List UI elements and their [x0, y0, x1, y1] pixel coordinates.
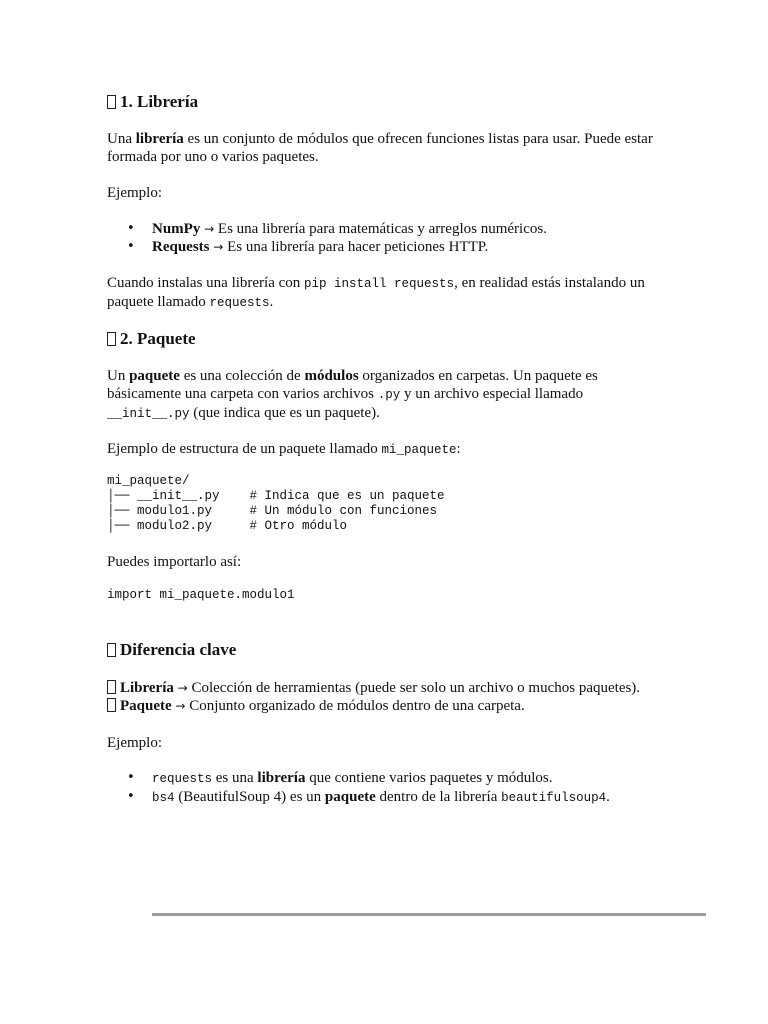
diferencia-example-list [107, 769, 707, 807]
list-item: • Requests → Es una librería para hacer peticiones HTTP. [107, 238, 707, 256]
section-heading-diferencia: Diferencia clave [107, 640, 236, 660]
libreria-example-list [107, 220, 707, 256]
example-label: Ejemplo: [107, 185, 162, 201]
emoji-placeholder-icon [107, 680, 116, 694]
arrow-right-icon: → [213, 240, 224, 254]
list-item: • bs4 (BeautifulSoup 4) es un paquete dentro de la librería beautifulsoup4. [107, 788, 707, 807]
structure-intro: Ejemplo de estructura de un paquete llamado mi_paquete: [107, 441, 461, 457]
section-heading-libreria: 1. Librería [107, 92, 198, 112]
arrow-right-icon: → [177, 681, 188, 695]
emoji-placeholder-icon [107, 698, 116, 712]
horizontal-rule [152, 913, 706, 916]
arrow-right-icon: → [175, 699, 186, 713]
libreria-definition: Una librería es un conjunto de módulos que ofrecen funciones listas para usar. Puede estar formada por uno o varios paquetes. [107, 131, 653, 165]
arrow-right-icon: → [204, 222, 215, 236]
emoji-placeholder-icon [107, 332, 116, 346]
list-item: • requests es una librería que contiene varios paquetes y módulos. [107, 769, 707, 788]
package-tree-code: mi_paquete/ │── __init__.py # Indica que es un paquete │── modulo1.py # Un módulo con funciones │── modulo2.py # Otro módulo [107, 474, 445, 533]
pip-install-note: Cuando instalas una librería con pip install requests, en realidad estás instalando un paquete llamado requests. [107, 275, 645, 310]
import-code: import mi_paquete.modulo1 [107, 588, 295, 602]
list-item: • NumPy → Es una librería para matemáticas y arreglos numéricos. [107, 220, 707, 238]
emoji-placeholder-icon [107, 643, 116, 657]
emoji-placeholder-icon [107, 95, 116, 109]
paquete-definition: Un paquete es una colección de módulos organizados en carpetas. Un paquete es básicamente una carpeta con varios archivos .py y un archivo especial llamado __init__.py (que indica que es un paquete). [107, 368, 598, 421]
section-heading-paquete: 2. Paquete [107, 329, 196, 349]
diferencia-lines: Librería → Colección de herramientas (puede ser solo un archivo o muchos paquetes). Paquete → Conjunto organizado de módulos dentro de una carpeta. [107, 679, 667, 715]
example-label-2: Ejemplo: [107, 735, 162, 751]
import-label: Puedes importarlo así: [107, 554, 242, 570]
